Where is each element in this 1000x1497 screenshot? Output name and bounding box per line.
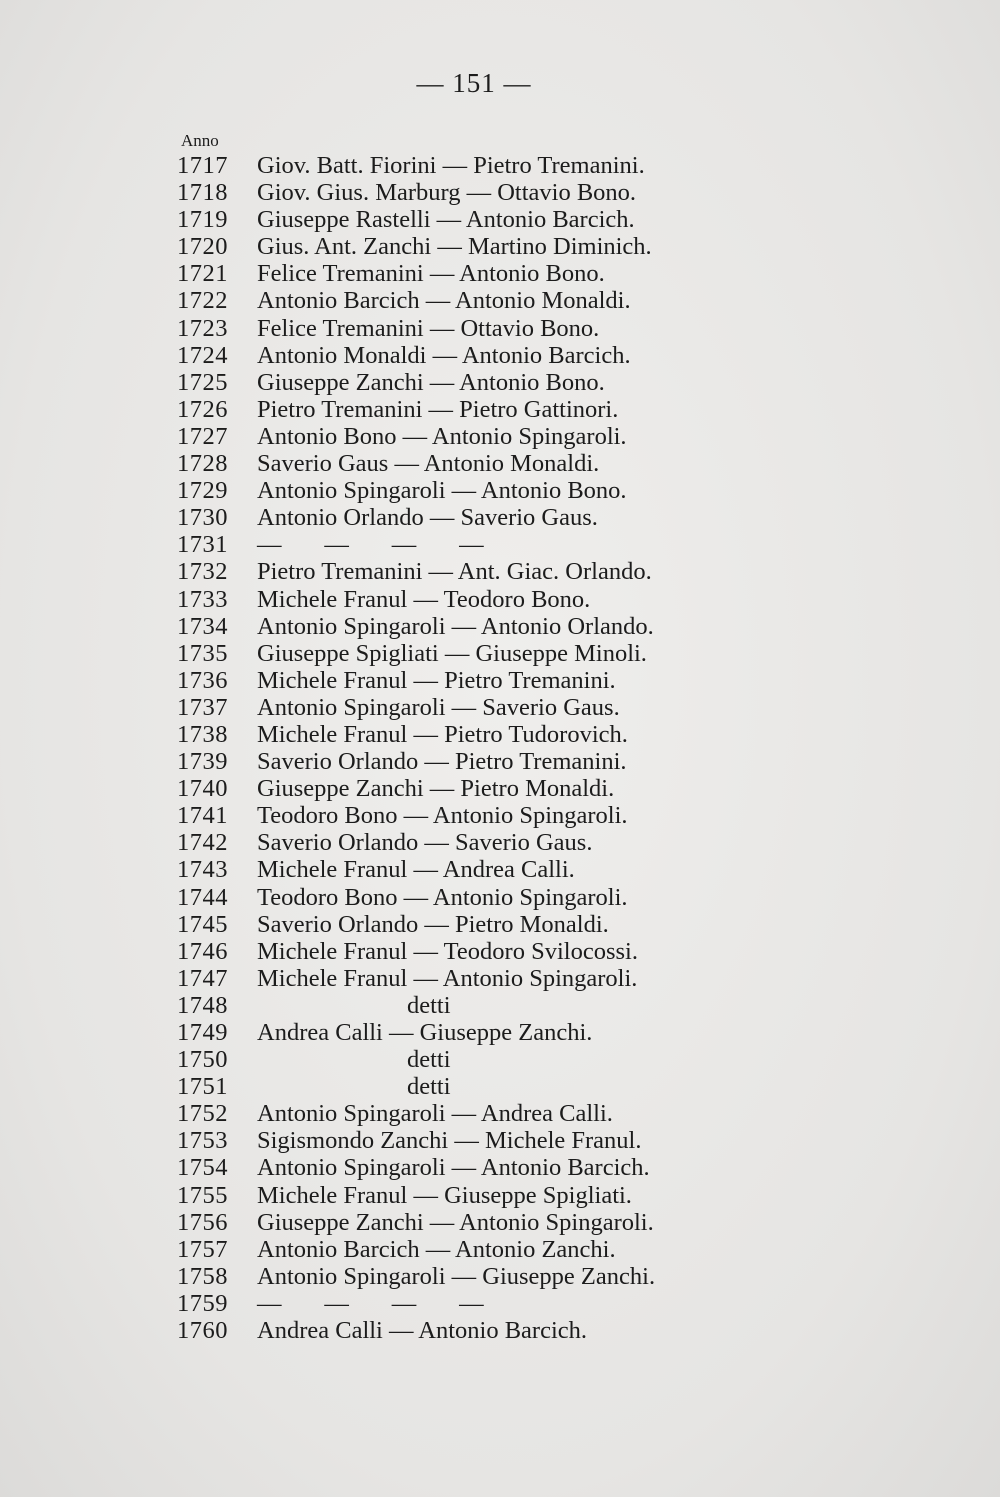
- names-cell: Gius. Ant. Zanchi — Martino Diminich.: [257, 233, 652, 261]
- names-cell: Giuseppe Zanchi — Pietro Monaldi.: [257, 775, 615, 803]
- year-cell: 1725: [177, 368, 228, 396]
- year-cell: 1730: [177, 504, 228, 532]
- names-cell: Saverio Orlando — Pietro Tremanini.: [257, 748, 627, 776]
- list-item: [177, 884, 957, 911]
- names-cell: Antonio Barcich — Antonio Zanchi.: [257, 1235, 616, 1263]
- list-item: [177, 1290, 957, 1317]
- page-number: — 151 —: [416, 68, 532, 98]
- year-cell: 1754: [177, 1154, 228, 1182]
- list-item: [177, 396, 957, 423]
- year-cell: 1718: [177, 179, 228, 207]
- year-cell: 1717: [177, 152, 228, 179]
- year-cell: 1758: [177, 1262, 228, 1290]
- year-cell: 1753: [177, 1127, 228, 1155]
- list-item: [177, 640, 957, 667]
- names-cell: Michele Franul — Antonio Spingaroli.: [257, 964, 638, 992]
- year-cell: 1748: [177, 991, 228, 1019]
- list-item: [177, 938, 957, 965]
- names-cell: Michele Franul — Andrea Calli.: [257, 856, 575, 884]
- names-cell: Giuseppe Zanchi — Antonio Spingaroli.: [257, 1208, 654, 1236]
- names-cell: Michele Franul — Pietro Tudorovich.: [257, 720, 628, 748]
- list-item: [177, 504, 957, 531]
- names-cell: detti: [407, 991, 451, 1019]
- year-cell: 1728: [177, 450, 228, 478]
- list-item: [177, 1182, 957, 1209]
- list-item: [177, 694, 957, 721]
- list-item: [177, 423, 957, 450]
- list-item: [177, 1209, 957, 1236]
- year-cell: 1745: [177, 910, 228, 938]
- names-cell: Teodoro Bono — Antonio Spingaroli.: [257, 883, 628, 911]
- list-item: [177, 1154, 957, 1181]
- list-item: [177, 558, 957, 585]
- year-cell: 1756: [177, 1208, 228, 1236]
- names-cell: Michele Franul — Teodoro Svilocossi.: [257, 937, 638, 965]
- names-cell: detti: [407, 1046, 451, 1074]
- year-cell: 1737: [177, 693, 228, 721]
- list-item: [177, 775, 957, 802]
- names-cell: Giuseppe Rastelli — Antonio Barcich.: [257, 206, 635, 234]
- names-cell: Saverio Orlando — Pietro Monaldi.: [257, 910, 609, 938]
- year-cell: 1760: [177, 1317, 228, 1345]
- names-cell: Antonio Spingaroli — Giuseppe Zanchi.: [257, 1262, 656, 1290]
- list-item: [177, 1046, 957, 1073]
- names-cell: Antonio Spingaroli — Saverio Gaus.: [257, 693, 620, 721]
- list-item: [177, 1263, 957, 1290]
- names-cell: Felice Tremanini — Antonio Bono.: [257, 260, 605, 288]
- list-item: [177, 802, 957, 829]
- list-item: [177, 748, 957, 775]
- list-item: [177, 342, 957, 369]
- year-cell: 1759: [177, 1289, 228, 1317]
- entries-list: [177, 152, 957, 1344]
- year-cell: 1743: [177, 856, 228, 884]
- year-cell: 1738: [177, 720, 228, 748]
- list-item: [177, 613, 957, 640]
- names-cell: Giuseppe Zanchi — Antonio Bono.: [257, 368, 605, 396]
- names-cell: Antonio Spingaroli — Antonio Barcich.: [257, 1154, 650, 1182]
- names-cell: Saverio Gaus — Antonio Monaldi.: [257, 450, 600, 478]
- list-item: [177, 586, 957, 613]
- names-cell: Antonio Spingaroli — Antonio Bono.: [257, 477, 627, 505]
- list-item: [177, 531, 957, 558]
- year-cell: 1752: [177, 1100, 228, 1128]
- year-cell: 1740: [177, 775, 228, 803]
- year-cell: 1755: [177, 1181, 228, 1209]
- names-cell: Pietro Tremanini — Pietro Gattinori.: [257, 395, 619, 423]
- names-cell: Giov. Gius. Marburg — Ottavio Bono.: [257, 179, 637, 207]
- names-cell: Antonio Bono — Antonio Spingaroli.: [257, 422, 627, 450]
- year-cell: 1732: [177, 558, 228, 586]
- list-item: [177, 856, 957, 883]
- year-cell: 1720: [177, 233, 228, 261]
- list-item: [177, 965, 957, 992]
- names-cell: Sigismondo Zanchi — Michele Franul.: [257, 1127, 642, 1155]
- names-cell: Antonio Orlando — Saverio Gaus.: [257, 504, 598, 532]
- names-cell: — — — —: [257, 531, 484, 559]
- year-cell: 1731: [177, 531, 228, 559]
- names-cell: Felice Tremanini — Ottavio Bono.: [257, 314, 600, 342]
- names-cell: — — — —: [257, 1289, 484, 1317]
- list-item: [177, 152, 957, 179]
- names-cell: Antonio Monaldi — Antonio Barcich.: [257, 341, 631, 369]
- list-item: [177, 1236, 957, 1263]
- names-cell: detti: [407, 1073, 451, 1101]
- names-cell: Antonio Spingaroli — Andrea Calli.: [257, 1100, 613, 1128]
- list-item: [177, 315, 957, 342]
- list-item: [177, 1019, 957, 1046]
- year-cell: 1726: [177, 395, 228, 423]
- year-cell: 1733: [177, 585, 228, 613]
- list-item: [177, 233, 957, 260]
- names-cell: Andrea Calli — Giuseppe Zanchi.: [257, 1019, 593, 1046]
- year-cell: 1747: [177, 964, 228, 992]
- year-cell: 1721: [177, 260, 228, 288]
- names-cell: Giov. Batt. Fiorini — Pietro Tremanini.: [257, 152, 645, 179]
- list-item: [177, 369, 957, 396]
- year-cell: 1734: [177, 612, 228, 640]
- year-cell: 1739: [177, 748, 228, 776]
- year-cell: 1729: [177, 477, 228, 505]
- names-cell: Andrea Calli — Antonio Barcich.: [257, 1317, 587, 1345]
- year-cell: 1741: [177, 802, 228, 830]
- year-cell: 1724: [177, 341, 228, 369]
- year-cell: 1757: [177, 1235, 228, 1263]
- year-column-header: Anno: [181, 131, 219, 150]
- year-cell: 1750: [177, 1046, 228, 1074]
- names-cell: Antonio Spingaroli — Antonio Orlando.: [257, 612, 654, 640]
- year-cell: 1751: [177, 1073, 228, 1101]
- year-cell: 1749: [177, 1019, 228, 1046]
- names-cell: Pietro Tremanini — Ant. Giac. Orlando.: [257, 558, 652, 586]
- names-cell: Saverio Orlando — Saverio Gaus.: [257, 829, 593, 857]
- year-cell: 1727: [177, 422, 228, 450]
- year-cell: 1722: [177, 287, 228, 315]
- list-item: [177, 992, 957, 1019]
- names-cell: Teodoro Bono — Antonio Spingaroli.: [257, 802, 628, 830]
- year-cell: 1719: [177, 206, 228, 234]
- list-item: [177, 179, 957, 206]
- names-cell: Michele Franul — Giuseppe Spigliati.: [257, 1181, 632, 1209]
- list-item: [177, 829, 957, 856]
- list-item: [177, 1127, 957, 1154]
- year-cell: 1735: [177, 639, 228, 667]
- list-item: [177, 450, 957, 477]
- list-item: [177, 1073, 957, 1100]
- names-cell: Michele Franul — Teodoro Bono.: [257, 585, 591, 613]
- year-cell: 1746: [177, 937, 228, 965]
- list-item: [177, 1317, 957, 1344]
- list-item: [177, 260, 957, 287]
- list-item: [177, 667, 957, 694]
- list-item: [177, 477, 957, 504]
- year-cell: 1736: [177, 666, 228, 694]
- names-cell: Antonio Barcich — Antonio Monaldi.: [257, 287, 631, 315]
- year-cell: 1744: [177, 883, 228, 911]
- names-cell: Giuseppe Spigliati — Giuseppe Minoli.: [257, 639, 647, 667]
- year-cell: 1723: [177, 314, 228, 342]
- list-item: [177, 1100, 957, 1127]
- list-item: [177, 206, 957, 233]
- year-cell: 1742: [177, 829, 228, 857]
- list-item: [177, 721, 957, 748]
- names-cell: Michele Franul — Pietro Tremanini.: [257, 666, 616, 694]
- list-item: [177, 911, 957, 938]
- list-item: [177, 287, 957, 314]
